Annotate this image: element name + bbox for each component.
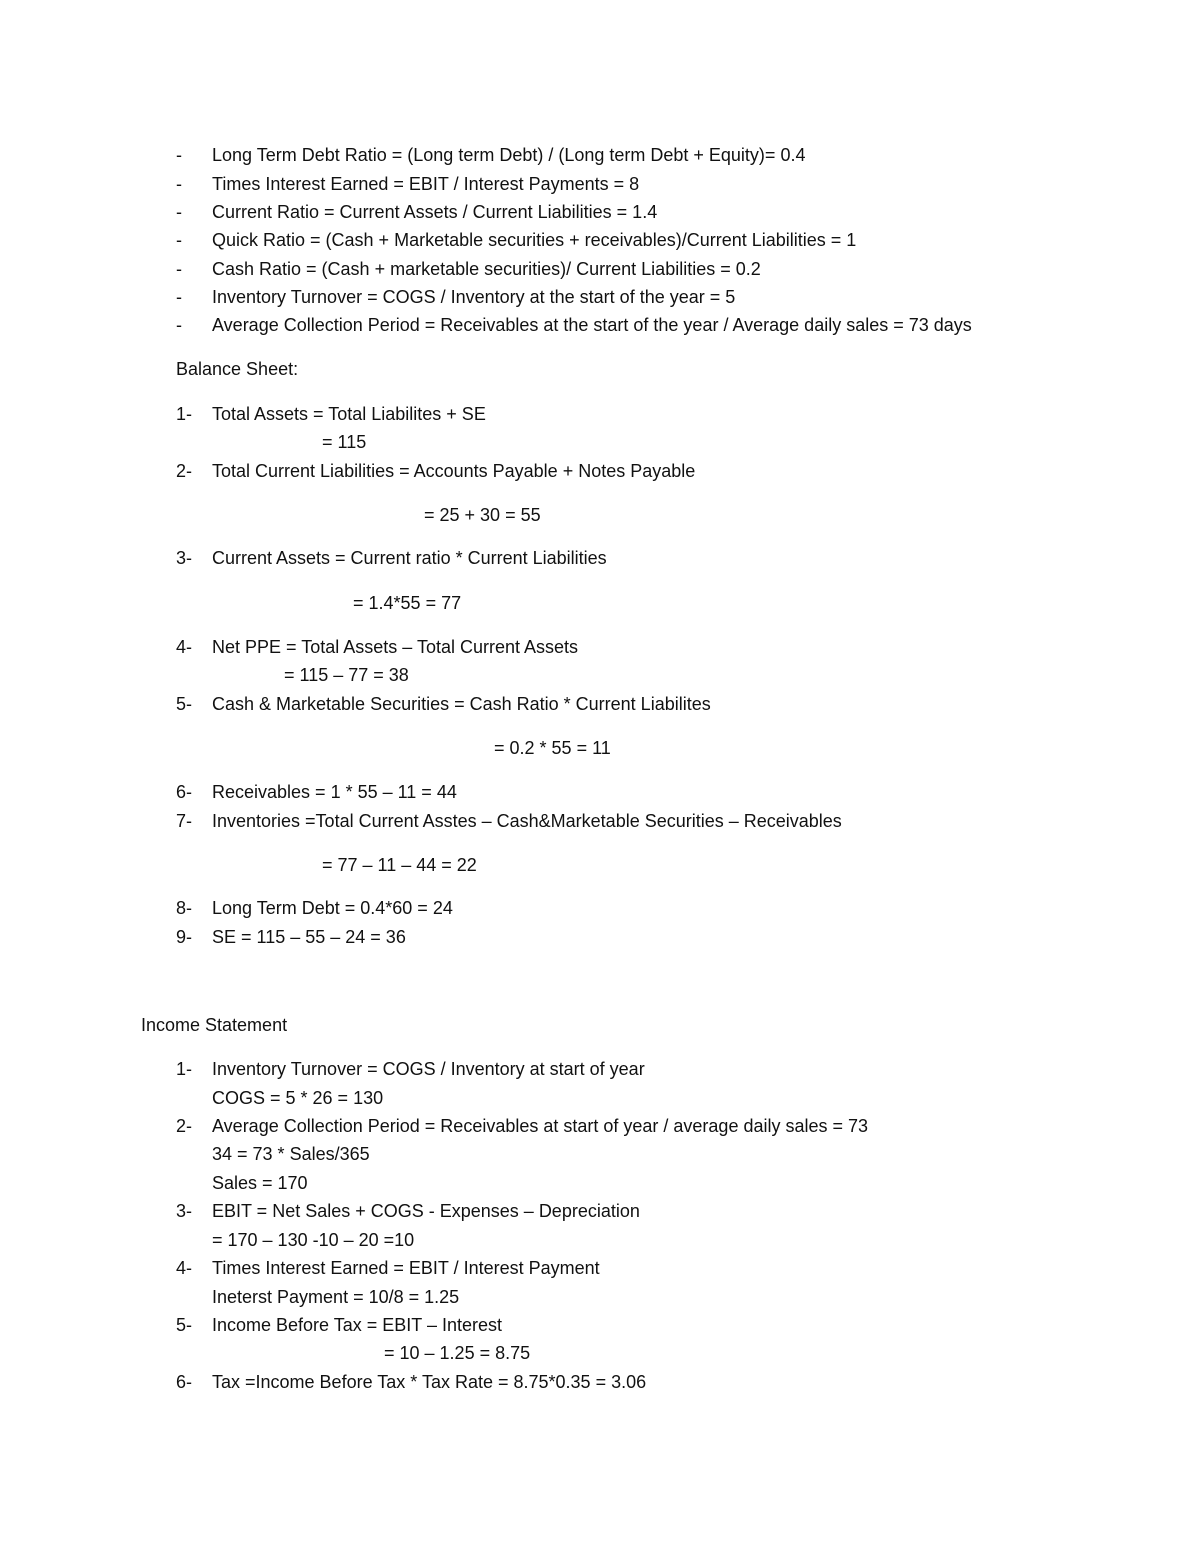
step-number: 5- <box>176 694 193 714</box>
step-text: Total Current Liabilities = Accounts Payable + Notes Payable <box>212 461 696 481</box>
step-text: SE = 115 – 55 – 24 = 36 <box>212 927 406 947</box>
step-text: Average Collection Period = Receivables at start of year / average daily sales = 73 <box>212 1116 869 1136</box>
step-result: = 1.4*55 = 77 <box>353 593 462 613</box>
bullet-marker: - <box>176 174 182 194</box>
step-number: 4- <box>176 1258 193 1278</box>
step-text: EBIT = Net Sales + COGS - Expenses – Depreciation <box>212 1201 640 1221</box>
step-number: 9- <box>176 927 193 947</box>
step-text: Total Assets = Total Liabilites + SE <box>212 404 486 424</box>
step-result: COGS = 5 * 26 = 130 <box>212 1088 384 1108</box>
step-number: 3- <box>176 1201 193 1221</box>
bullet-marker: - <box>176 202 182 222</box>
step-result: Sales = 170 <box>212 1173 308 1193</box>
step-text: Tax =Income Before Tax * Tax Rate = 8.75*0.35 = 3.06 <box>212 1372 647 1392</box>
step-text: Inventories =Total Current Asstes – Cash&Marketable Securities – Receivables <box>212 811 842 831</box>
step-result: Ineterst Payment = 10/8 = 1.25 <box>212 1287 460 1307</box>
step-result: = 115 <box>322 432 367 452</box>
ratio-inventory-turnover: Inventory Turnover = COGS / Inventory at the start of the year = 5 <box>212 287 736 307</box>
step-result: = 115 – 77 = 38 <box>284 665 409 685</box>
step-result: = 170 – 130 -10 – 20 =10 <box>212 1230 415 1250</box>
bullet-marker: - <box>176 259 182 279</box>
step-text: Income Before Tax = EBIT – Interest <box>212 1315 502 1335</box>
step-number: 1- <box>176 1059 193 1079</box>
step-text: Long Term Debt = 0.4*60 = 24 <box>212 898 453 918</box>
ratio-average-collection-period: Average Collection Period = Receivables at the start of the year / Average daily sales = 73 days <box>212 315 972 335</box>
bullet-marker: - <box>176 230 182 250</box>
step-text: Current Assets = Current ratio * Current Liabilities <box>212 548 607 568</box>
step-result: = 25 + 30 = 55 <box>424 505 541 525</box>
bullet-marker: - <box>176 287 182 307</box>
step-number: 5- <box>176 1315 193 1335</box>
ratio-current: Current Ratio = Current Assets / Current Liabilities = 1.4 <box>212 202 658 222</box>
step-result: = 77 – 11 – 44 = 22 <box>322 855 477 875</box>
income-statement-heading: Income Statement <box>141 1015 288 1035</box>
bullet-marker: - <box>176 315 182 335</box>
step-number: 6- <box>176 782 193 802</box>
step-number: 3- <box>176 548 193 568</box>
step-text: Inventory Turnover = COGS / Inventory at start of year <box>212 1059 645 1079</box>
ratio-long-term-debt: Long Term Debt Ratio = (Long term Debt) / (Long term Debt + Equity)= 0.4 <box>212 145 806 165</box>
ratio-cash: Cash Ratio = (Cash + marketable securities)/ Current Liabilities = 0.2 <box>212 259 761 279</box>
step-number: 2- <box>176 1116 193 1136</box>
balance-sheet-heading: Balance Sheet: <box>176 359 299 379</box>
step-text: Times Interest Earned = EBIT / Interest Payment <box>212 1258 600 1278</box>
step-number: 1- <box>176 404 193 424</box>
step-result: 34 = 73 * Sales/365 <box>212 1144 370 1164</box>
step-number: 7- <box>176 811 193 831</box>
ratio-times-interest-earned: Times Interest Earned = EBIT / Interest Payments = 8 <box>212 174 640 194</box>
step-text: Net PPE = Total Assets – Total Current Assets <box>212 637 579 657</box>
bullet-marker: - <box>176 145 182 165</box>
step-text: Cash & Marketable Securities = Cash Ratio * Current Liabilites <box>212 694 711 714</box>
step-result: = 0.2 * 55 = 11 <box>494 738 611 758</box>
step-number: 8- <box>176 898 193 918</box>
step-result: = 10 – 1.25 = 8.75 <box>384 1343 531 1363</box>
step-number: 4- <box>176 637 193 657</box>
step-text: Receivables = 1 * 55 – 11 = 44 <box>212 782 457 802</box>
ratio-quick: Quick Ratio = (Cash + Marketable securities + receivables)/Current Liabilities = 1 <box>212 230 857 250</box>
step-number: 2- <box>176 461 193 481</box>
step-number: 6- <box>176 1372 193 1392</box>
